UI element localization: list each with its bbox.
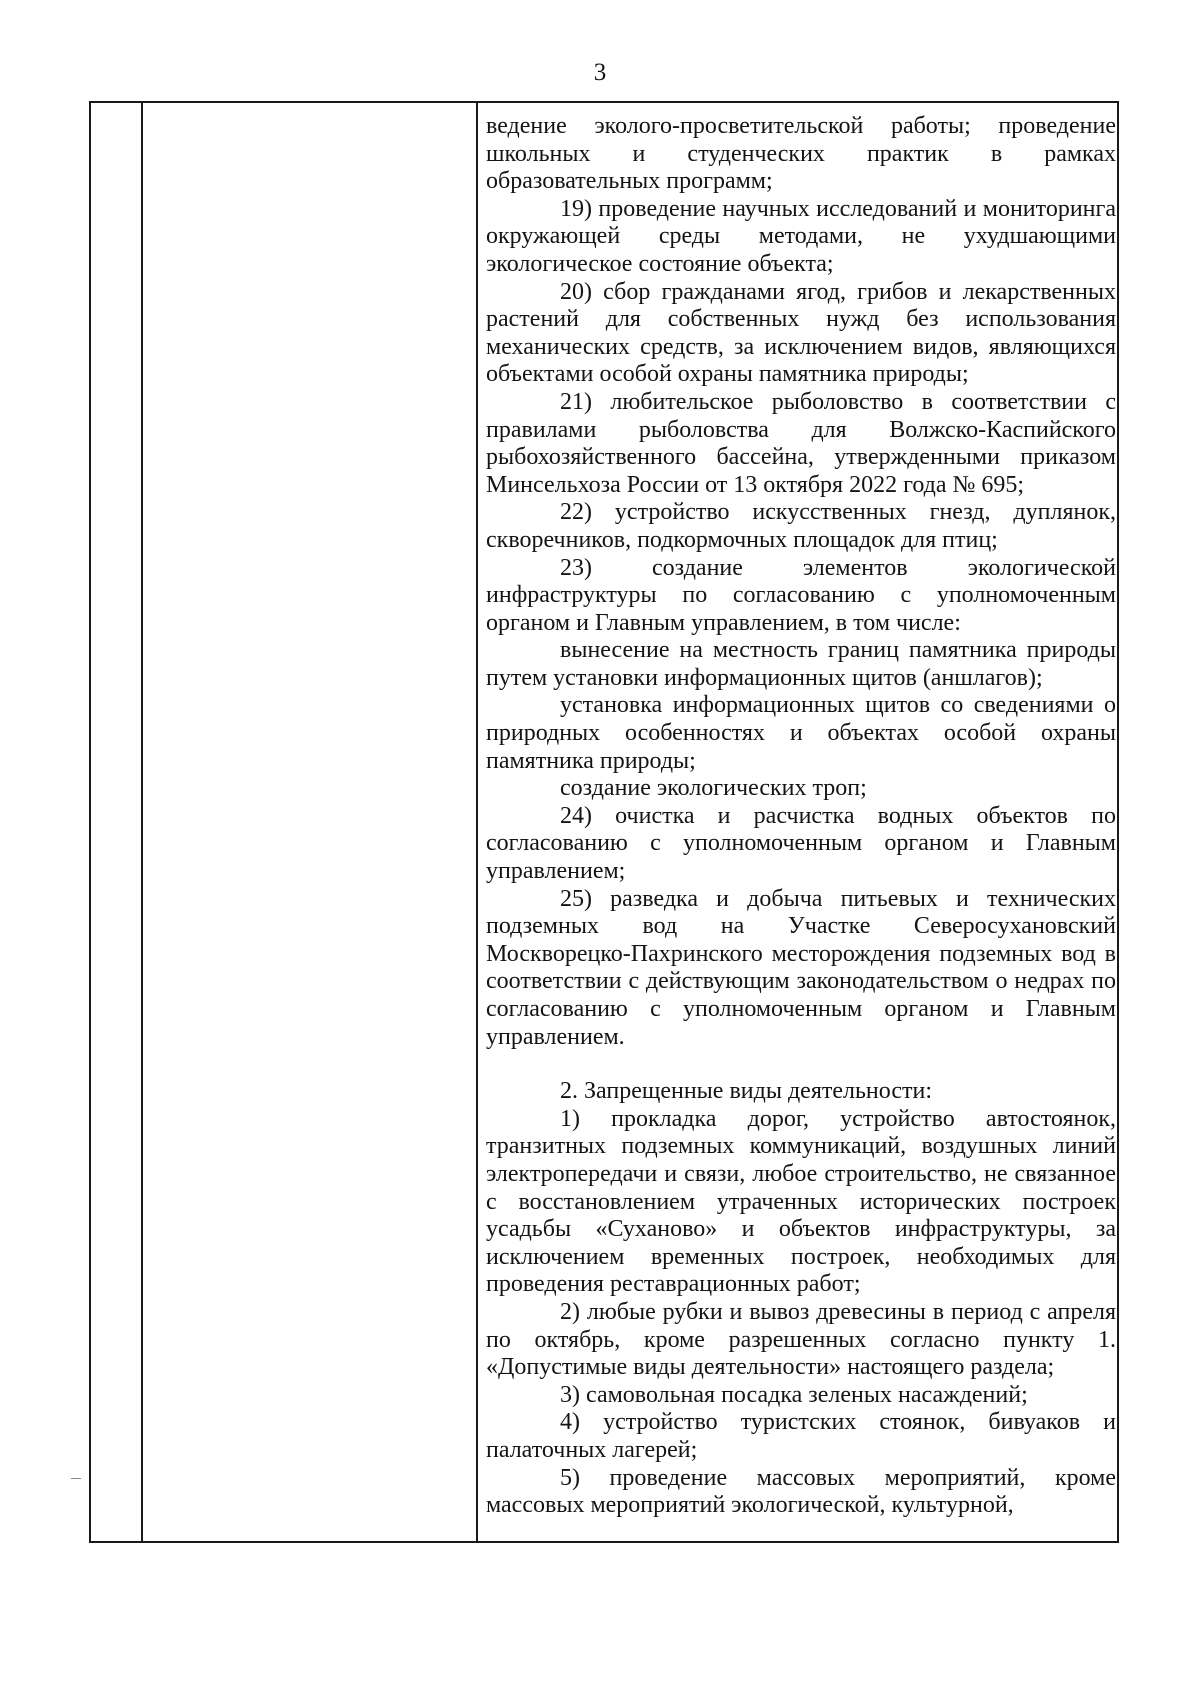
paragraph: 5) проведение массовых мероприятий, кроме массовых мероприятий экологической, культурной, bbox=[486, 1464, 1116, 1519]
paragraph: 19) проведение научных исследований и мониторинга окружающей среды методами, не ухудшающими экологическое состояние объекта; bbox=[486, 195, 1116, 277]
paragraph: ведение эколого-просветительской работы; проведение школьных и студенческих практик в рамках образовательных программ; bbox=[486, 113, 1116, 195]
paragraph: 2. Запрещенные виды деятельности: bbox=[560, 1078, 933, 1105]
column-divider bbox=[141, 103, 143, 1541]
scan-mark bbox=[71, 1478, 81, 1479]
paragraph: 22) устройство искусственных гнезд, дуплянок, скворечников, подкормочных площадок для птиц; bbox=[486, 499, 1116, 553]
table-cell-text bbox=[486, 113, 1116, 1520]
paragraph: создание экологических троп; bbox=[560, 775, 867, 802]
paragraph: 23) создание элементов экологической инфраструктуры по согласованию с уполномоченным органом и Главным управлением, в том числе: bbox=[486, 554, 1116, 636]
paragraph: 3) самовольная посадка зеленых насаждений; bbox=[560, 1381, 1028, 1408]
paragraph: вынесение на местность границ памятника природы путем установки информационных щитов (аншлагов); bbox=[486, 637, 1116, 691]
paragraph: 21) любительское рыболовство в соответствии с правилами рыболовства для Волжско-Каспийского рыбохозяйственного бассейна, утвержденными приказом Минсельхоза России от 13 октября 2022 года № 695; bbox=[486, 388, 1116, 498]
page-number: 3 bbox=[593, 59, 607, 86]
paragraph: 24) очистка и расчистка водных объектов по согласованию с уполномоченным органом и Главным управлением; bbox=[486, 802, 1116, 885]
paragraph: 4) устройство туристских стоянок, бивуаков и палаточных лагерей; bbox=[486, 1409, 1116, 1463]
document-table bbox=[89, 101, 1119, 1543]
paragraph: 20) сбор гражданами ягод, грибов и лекарственных растений для собственных нужд без использования механических средств, за исключением видов, являющихся объектами особой охраны памятника природы; bbox=[486, 278, 1116, 388]
paragraph: установка информационных щитов со сведениями о природных особенностях и объектах особой охраны памятника природы; bbox=[486, 692, 1116, 774]
paragraph: 25) разведка и добыча питьевых и технических подземных вод на Участке Северосухановский Москворецко-Пахринского месторождения подземных вод в соответствии с действующим законодательством о недрах по согласованию с уполномоченным органом и Главным управлением. bbox=[486, 885, 1116, 1050]
paragraph: 2) любые рубки и вывоз древесины в период с апреля по октябрь, кроме разрешенных согласно пункту 1. «Допустимые виды деятельности» настоящего раздела; bbox=[486, 1298, 1116, 1381]
column-divider bbox=[476, 103, 478, 1541]
paragraph: 1) прокладка дорог, устройство автостоянок, транзитных подземных коммуникаций, воздушных линий электропередачи и связи, любое строительство, не связанное с восстановлением утраченных исторических построек усадьбы «Суханово» и объектов инфраструктуры, за исключением временных построек, необходимых для проведения реставрационных работ; bbox=[486, 1105, 1116, 1298]
